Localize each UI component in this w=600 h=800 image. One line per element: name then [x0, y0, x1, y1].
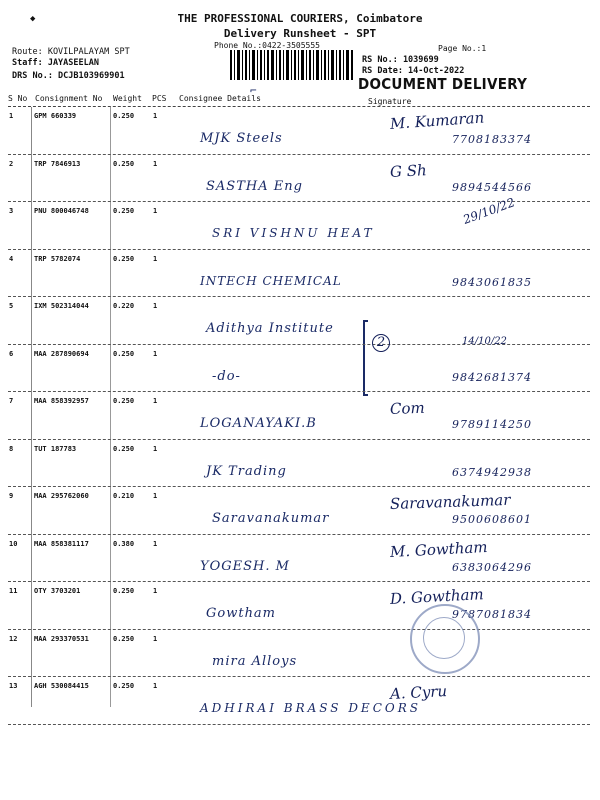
row-consignment: IXM 502314044 [34, 302, 89, 310]
row-pcs: 1 [153, 539, 158, 548]
row-phone: 9789114250 [452, 418, 532, 431]
row-weight: 0.250 [113, 159, 135, 168]
row-consignee: SRI VISHNU HEAT [212, 226, 375, 240]
row-consignment: MAA 295762060 [34, 492, 89, 500]
table-row [0, 440, 600, 487]
row-sno: 13 [9, 682, 18, 690]
row-phone: 9843061835 [452, 275, 532, 289]
row-weight: 0.250 [113, 349, 135, 358]
document-delivery-stamp: DOCUMENT DELIVERY [358, 75, 528, 93]
row-weight: 0.250 [113, 254, 135, 263]
row-consignee: Saravanakumar [212, 511, 330, 526]
row-consignment: MAA 858392957 [34, 397, 89, 405]
row-weight: 0.210 [113, 492, 135, 500]
row-phone: 9787081834 [452, 608, 532, 621]
table-row [0, 155, 600, 202]
table-row [0, 487, 600, 534]
row-sno: 2 [9, 159, 14, 168]
col-sno: S No [8, 94, 28, 103]
row-pcs: 1 [153, 112, 158, 120]
table-row [0, 630, 600, 677]
row-weight: 0.250 [113, 682, 135, 690]
row-consignment: GPM 660339 [34, 112, 77, 120]
table-row [0, 250, 600, 297]
page-number: Page No.:1 [438, 44, 487, 53]
row-weight: 0.250 [113, 587, 135, 595]
row-pcs: 1 [153, 349, 158, 358]
row-consignee: INTECH CHEMICAL [200, 273, 342, 288]
row-divider [8, 724, 590, 725]
barcode-image [230, 50, 354, 80]
row-pcs: 1 [153, 492, 158, 500]
row-consignee: JK Trading [206, 463, 287, 479]
row-weight: 0.250 [113, 112, 135, 120]
col-weight: Weight [113, 94, 142, 103]
row5-date: 14/10/22 [462, 336, 507, 347]
row-consignment: MAA 858381117 [34, 539, 89, 548]
table-row [0, 297, 600, 344]
row-consignment: OTY 3703201 [34, 587, 81, 595]
row-phone: 9894544566 [452, 180, 532, 194]
row-phone: 9500608601 [452, 513, 532, 526]
circled-mark: 2 [372, 334, 390, 352]
corner-mark: ◆ [30, 14, 36, 24]
row-consignment: PNU 800046748 [34, 207, 89, 215]
row-consignment: MAA 293370531 [34, 634, 89, 643]
row-weight: 0.250 [113, 634, 135, 643]
row-pcs: 1 [153, 444, 158, 453]
rs-date: RS Date: 14-Oct-2022 [362, 66, 465, 76]
table-row [0, 582, 600, 629]
row-consignment: TRP 7846913 [34, 159, 81, 168]
row-consignment: TUT 187783 [34, 444, 77, 453]
row-consignee: -do- [212, 368, 241, 384]
row-consignee: YOGESH. M [200, 558, 290, 574]
table-row [0, 535, 600, 582]
col-signature: Signature [368, 97, 412, 106]
row-sno: 8 [9, 444, 14, 453]
row-weight: 0.380 [113, 539, 135, 548]
row-sno: 6 [9, 349, 14, 358]
row-signature: M. Gowtham [389, 537, 488, 561]
row2-note: 29/10/22 [461, 195, 517, 227]
row-sno: 12 [9, 634, 18, 643]
company-title: THE PROFESSIONAL COURIERS, Coimbatore [177, 12, 423, 25]
row-consignee: mira Alloys [212, 653, 298, 669]
row-consignee: MJK Steels [200, 131, 283, 146]
row-sno: 4 [9, 254, 14, 263]
row-sno: 11 [9, 587, 18, 595]
row-pcs: 1 [153, 159, 158, 168]
row-signature: Saravanakumar [389, 490, 511, 513]
row-consignee: Gowtham [206, 606, 277, 621]
row-weight: 0.250 [113, 397, 135, 405]
row-sno: 7 [9, 397, 14, 405]
row-sno: 1 [9, 112, 14, 120]
row-signature: M. Kumaran [389, 108, 485, 133]
row-signature: D. Gowtham [389, 585, 485, 608]
row-sno: 9 [9, 492, 14, 500]
row-phone: 6383064296 [452, 560, 532, 574]
col-pcs: PCS [152, 94, 167, 103]
drs-number: DRS No.: DCJB103969901 [12, 71, 125, 81]
row-pcs: 1 [153, 207, 158, 215]
row-pcs: 1 [153, 587, 158, 595]
row-pcs: 1 [153, 302, 158, 310]
table-row [0, 345, 600, 392]
table-row [0, 392, 600, 439]
row-consignee: SASTHA Eng [206, 178, 303, 194]
row-consignment: TRP 5782074 [34, 254, 81, 263]
row-sno: 3 [9, 207, 14, 215]
row-weight: 0.220 [113, 302, 135, 310]
row-weight: 0.250 [113, 207, 135, 215]
row-phone: 7708183374 [452, 133, 532, 146]
row-consignee: Adithya Institute [206, 321, 334, 336]
row-consignee: ADHIRAI BRASS DECORS [200, 701, 421, 715]
row-phone: 9842681374 [452, 370, 532, 384]
row-pcs: 1 [153, 682, 158, 690]
rs-number: RS No.: 1039699 [362, 55, 439, 65]
row-sno: 5 [9, 302, 14, 310]
row-consignment: AGH 530084415 [34, 682, 89, 690]
col-consignee: Consignee Details [179, 94, 261, 103]
company-seal-stamp [410, 604, 480, 674]
staff-label: Staff: JAYASEELAN [12, 58, 99, 68]
table-row [0, 107, 600, 154]
row-pcs: 1 [153, 254, 158, 263]
row-phone: 6374942938 [452, 465, 532, 479]
table-row [0, 677, 600, 724]
row-weight: 0.250 [113, 444, 135, 453]
runsheet-title: Delivery Runsheet - SPT [223, 27, 377, 40]
row-consignment: MAA 287890694 [34, 349, 89, 358]
phone-number: Phone No.:0422-3505555 [214, 41, 320, 50]
row-sno: 10 [9, 539, 18, 548]
row-signature: A. Cyru [389, 682, 448, 703]
row-pcs: 1 [153, 397, 158, 405]
row-pcs: 1 [153, 634, 158, 643]
row-signature: Com [389, 398, 426, 418]
pen-mark: ⌐ [250, 84, 257, 97]
route-label: Route: KOVILPALAYAM SPT [12, 47, 130, 57]
col-consignment: Consignment No [35, 94, 103, 103]
row-consignee: LOGANAYAKI.B [200, 416, 317, 431]
row-signature: G Sh [389, 160, 428, 181]
